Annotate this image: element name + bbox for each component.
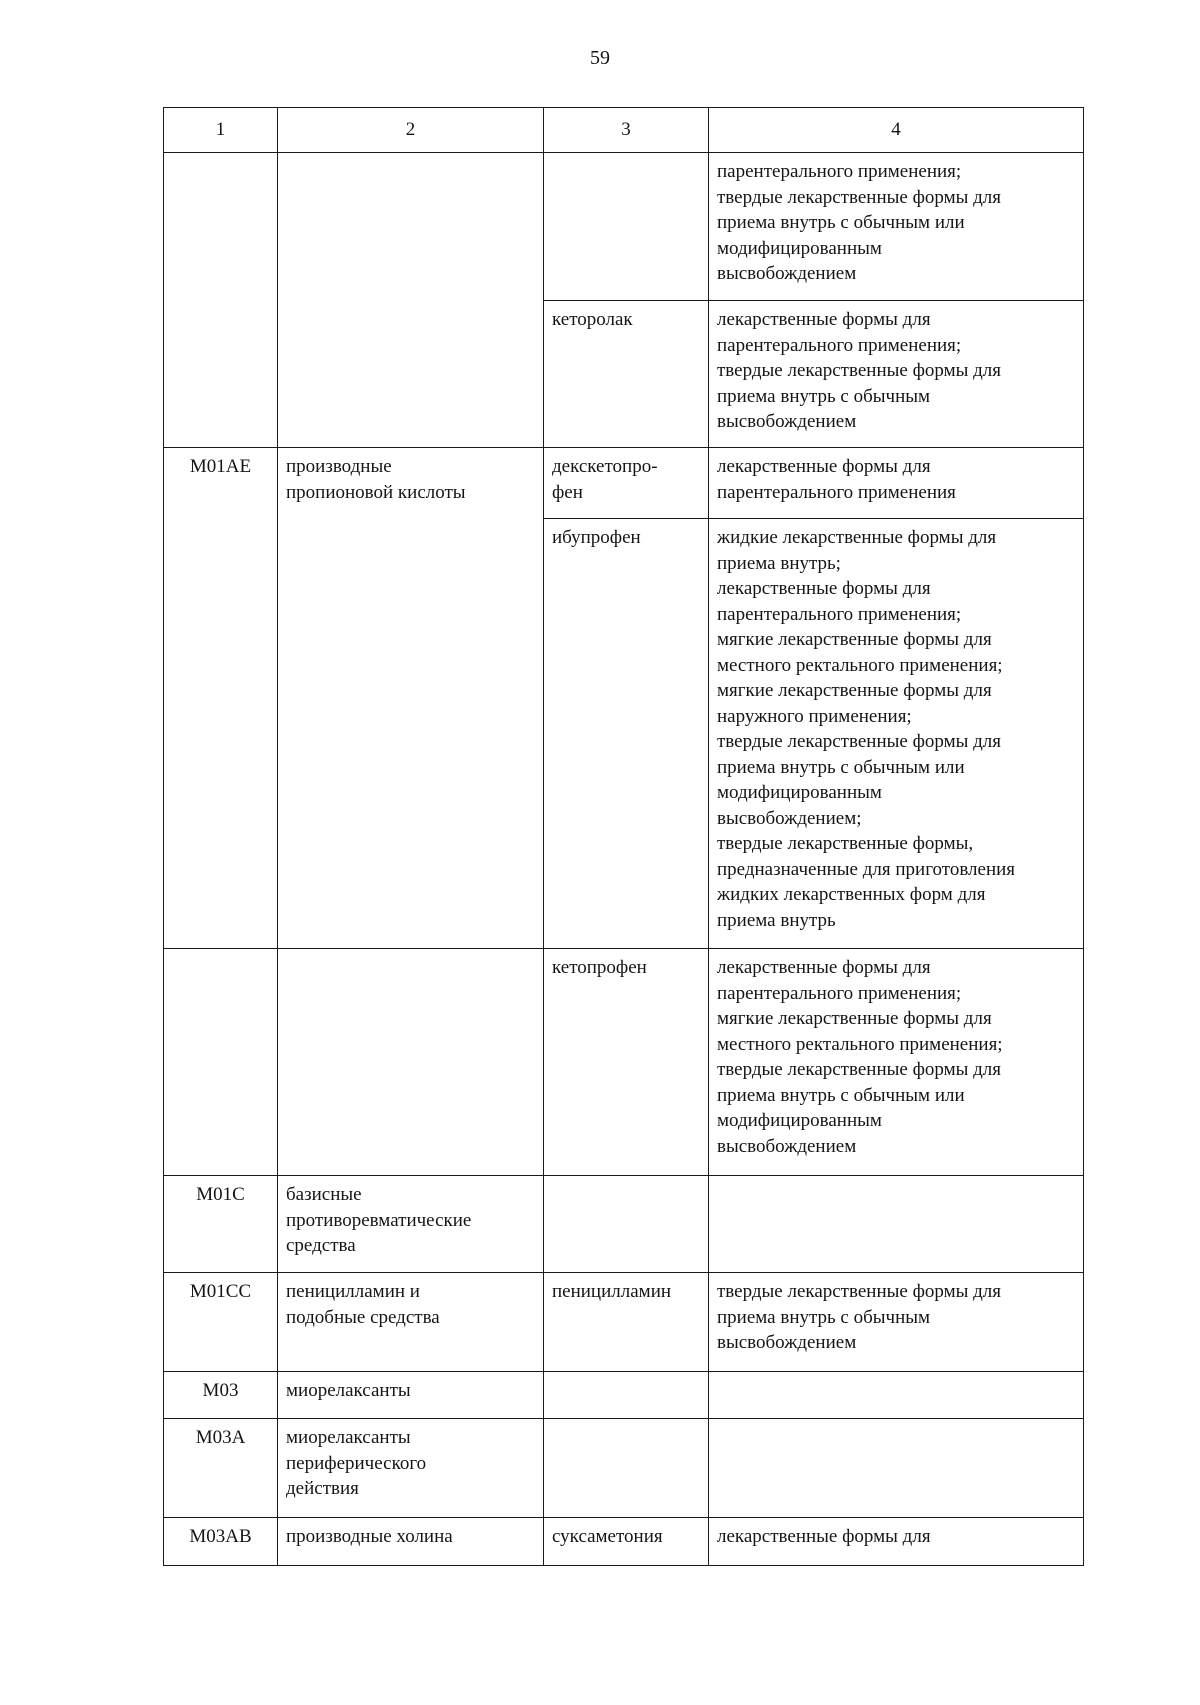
atc-code-cell: M01AE (164, 448, 278, 949)
atc-code-cell: M03 (164, 1372, 278, 1419)
group-name-cell: миорелаксанты периферического действия (278, 1419, 544, 1518)
dosage-form-cell (709, 1372, 1084, 1419)
atc-code-cell: M01CC (164, 1273, 278, 1372)
dosage-form-cell: лекарственные формы для парентерального применения; мягкие лекарственные формы для местного ректального применения; твердые лекарственные формы для приема внутрь с обычным или модифицированным высвобождением (709, 949, 1084, 1176)
column-header: 3 (544, 108, 709, 153)
dosage-form-cell: лекарственные формы для парентерального применения; твердые лекарственные формы для приема внутрь с обычным высвобождением (709, 301, 1084, 448)
drug-name-cell: суксаметония (544, 1518, 709, 1566)
drug-name-cell (544, 1419, 709, 1518)
dosage-form-cell: лекарственные формы для парентерального применения (709, 448, 1084, 519)
drug-name-cell: декскетопро- фен (544, 448, 709, 519)
drug-name-cell: кеторолак (544, 301, 709, 448)
atc-code-cell (164, 153, 278, 448)
column-header: 1 (164, 108, 278, 153)
drug-table (163, 107, 1084, 1566)
column-header: 2 (278, 108, 544, 153)
dosage-form-cell: парентерального применения; твердые лекарственные формы для приема внутрь с обычным или модифицированным высвобождением (709, 153, 1084, 301)
drug-name-cell: пеницилламин (544, 1273, 709, 1372)
page-number: 59 (590, 47, 610, 69)
table-row (164, 153, 1084, 301)
atc-code-cell: M01C (164, 1176, 278, 1273)
group-name-cell: производные холина (278, 1518, 544, 1566)
dosage-form-cell: лекарственные формы для (709, 1518, 1084, 1566)
dosage-form-cell (709, 1176, 1084, 1273)
table-row (164, 1176, 1084, 1273)
dosage-form-cell (709, 1419, 1084, 1518)
drug-name-cell: ибупрофен (544, 519, 709, 949)
column-header: 4 (709, 108, 1084, 153)
dosage-form-cell: жидкие лекарственные формы для приема внутрь; лекарственные формы для парентерального применения; мягкие лекарственные формы для местного ректального применения; мягкие лекарственные формы для наружного применения; твердые лекарственные формы для приема внутрь с обычным или модифицированным высвобождением; твердые лекарственные формы, предназначенные для приготовления жидких лекарственных форм для приема внутрь (709, 519, 1084, 949)
drug-name-cell (544, 1372, 709, 1419)
group-name-cell: миорелаксанты (278, 1372, 544, 1419)
table-row (164, 448, 1084, 519)
drug-name-cell (544, 1176, 709, 1273)
group-name-cell (278, 949, 544, 1176)
atc-code-cell (164, 949, 278, 1176)
group-name-cell: пеницилламин и подобные средства (278, 1273, 544, 1372)
group-name-cell: производные пропионовой кислоты (278, 448, 544, 949)
drug-name-cell: кетопрофен (544, 949, 709, 1176)
drug-name-cell (544, 153, 709, 301)
table-row (164, 1372, 1084, 1419)
atc-code-cell: M03AB (164, 1518, 278, 1566)
header-row (164, 108, 1084, 153)
table-row (164, 1419, 1084, 1518)
atc-code-cell: M03A (164, 1419, 278, 1518)
group-name-cell (278, 153, 544, 448)
table-row (164, 1273, 1084, 1372)
table-row (164, 949, 1084, 1176)
table-row (164, 1518, 1084, 1566)
dosage-form-cell: твердые лекарственные формы для приема внутрь с обычным высвобождением (709, 1273, 1084, 1372)
group-name-cell: базисные противоревматические средства (278, 1176, 544, 1273)
